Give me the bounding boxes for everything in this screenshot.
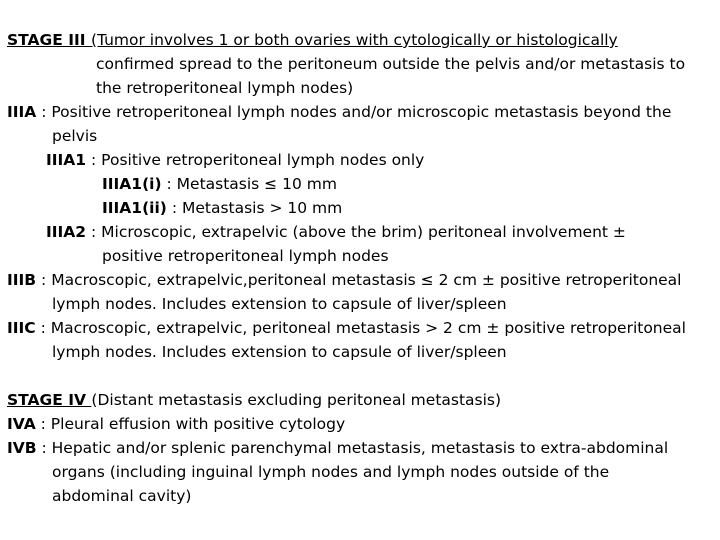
ivb-text-2: organs (including inguinal lymph nodes and lymph nodes outside of the	[52, 463, 610, 481]
iiic-code: IIIC	[7, 319, 36, 337]
iiia2-text-1: : Microscopic, extrapelvic (above the brim) peritoneal involvement ±	[86, 223, 626, 241]
ivb-text-1: : Hepatic and/or splenic parenchymal metastasis, metastasis to extra-abdominal	[36, 439, 669, 457]
iiic-line-1	[7, 318, 686, 338]
stage-3-heading-line	[7, 30, 618, 50]
stage-4-heading: STAGE IV	[7, 391, 92, 409]
iiib-text-1: : Macroscopic, extrapelvic,peritoneal metastasis ≤ 2 cm ± positive retroperitoneal	[36, 271, 682, 289]
iva-text: : Pleural effusion with positive cytology	[35, 415, 346, 433]
stage-4-heading-line	[7, 390, 501, 410]
stage-3-intro-1: (Tumor involves 1 or both ovaries with cytologically or histologically	[90, 31, 618, 49]
stage-4-intro: (Distant metastasis excluding peritoneal metastasis)	[91, 391, 502, 409]
iiia2-line-1	[46, 222, 626, 242]
iiia1-i-code: IIIA1(i)	[102, 175, 162, 193]
iiia-line-1	[7, 102, 671, 122]
iiia2-code: IIIA2	[46, 223, 87, 241]
iiia1-i-text: : Metastasis ≤ 10 mm	[161, 175, 337, 193]
iva-code: IVA	[7, 415, 36, 433]
iva-line	[7, 414, 345, 434]
iiia1-ii-code: IIIA1(ii)	[102, 199, 167, 217]
iiia1-text: : Positive retroperitoneal lymph nodes only	[86, 151, 425, 169]
iiia1-code: IIIA1	[46, 151, 87, 169]
iiia1-line	[46, 150, 424, 170]
iiia-code: IIIA	[7, 103, 37, 121]
iiib-text-2: lymph nodes. Includes extension to capsule of liver/spleen	[52, 295, 507, 313]
iiia2-text-2: positive retroperitoneal lymph nodes	[102, 247, 389, 265]
iiib-line-1	[7, 270, 682, 290]
stage-3-intro-3: the retroperitoneal lymph nodes)	[96, 79, 354, 97]
ivb-code: IVB	[7, 439, 37, 457]
iiic-text-2: lymph nodes. Includes extension to capsule of liver/spleen	[52, 343, 507, 361]
ivb-line-1	[7, 438, 668, 458]
stage-3-intro-2: confirmed spread to the peritoneum outside the pelvis and/or metastasis to	[96, 55, 686, 73]
stage-3-heading: STAGE III	[7, 31, 91, 49]
iiia1-ii-text: : Metastasis > 10 mm	[166, 199, 343, 217]
iiia1-ii-line	[102, 198, 342, 218]
iiib-code: IIIB	[7, 271, 37, 289]
iiic-text-1: : Macroscopic, extrapelvic, peritoneal metastasis > 2 cm ± positive retroperitoneal	[35, 319, 686, 337]
iiia1-i-line	[102, 174, 337, 194]
iiia-text-2: pelvis	[52, 127, 98, 145]
ivb-text-3: abdominal cavity)	[52, 487, 192, 505]
iiia-text-1: : Positive retroperitoneal lymph nodes and/or microscopic metastasis beyond the	[36, 103, 672, 121]
